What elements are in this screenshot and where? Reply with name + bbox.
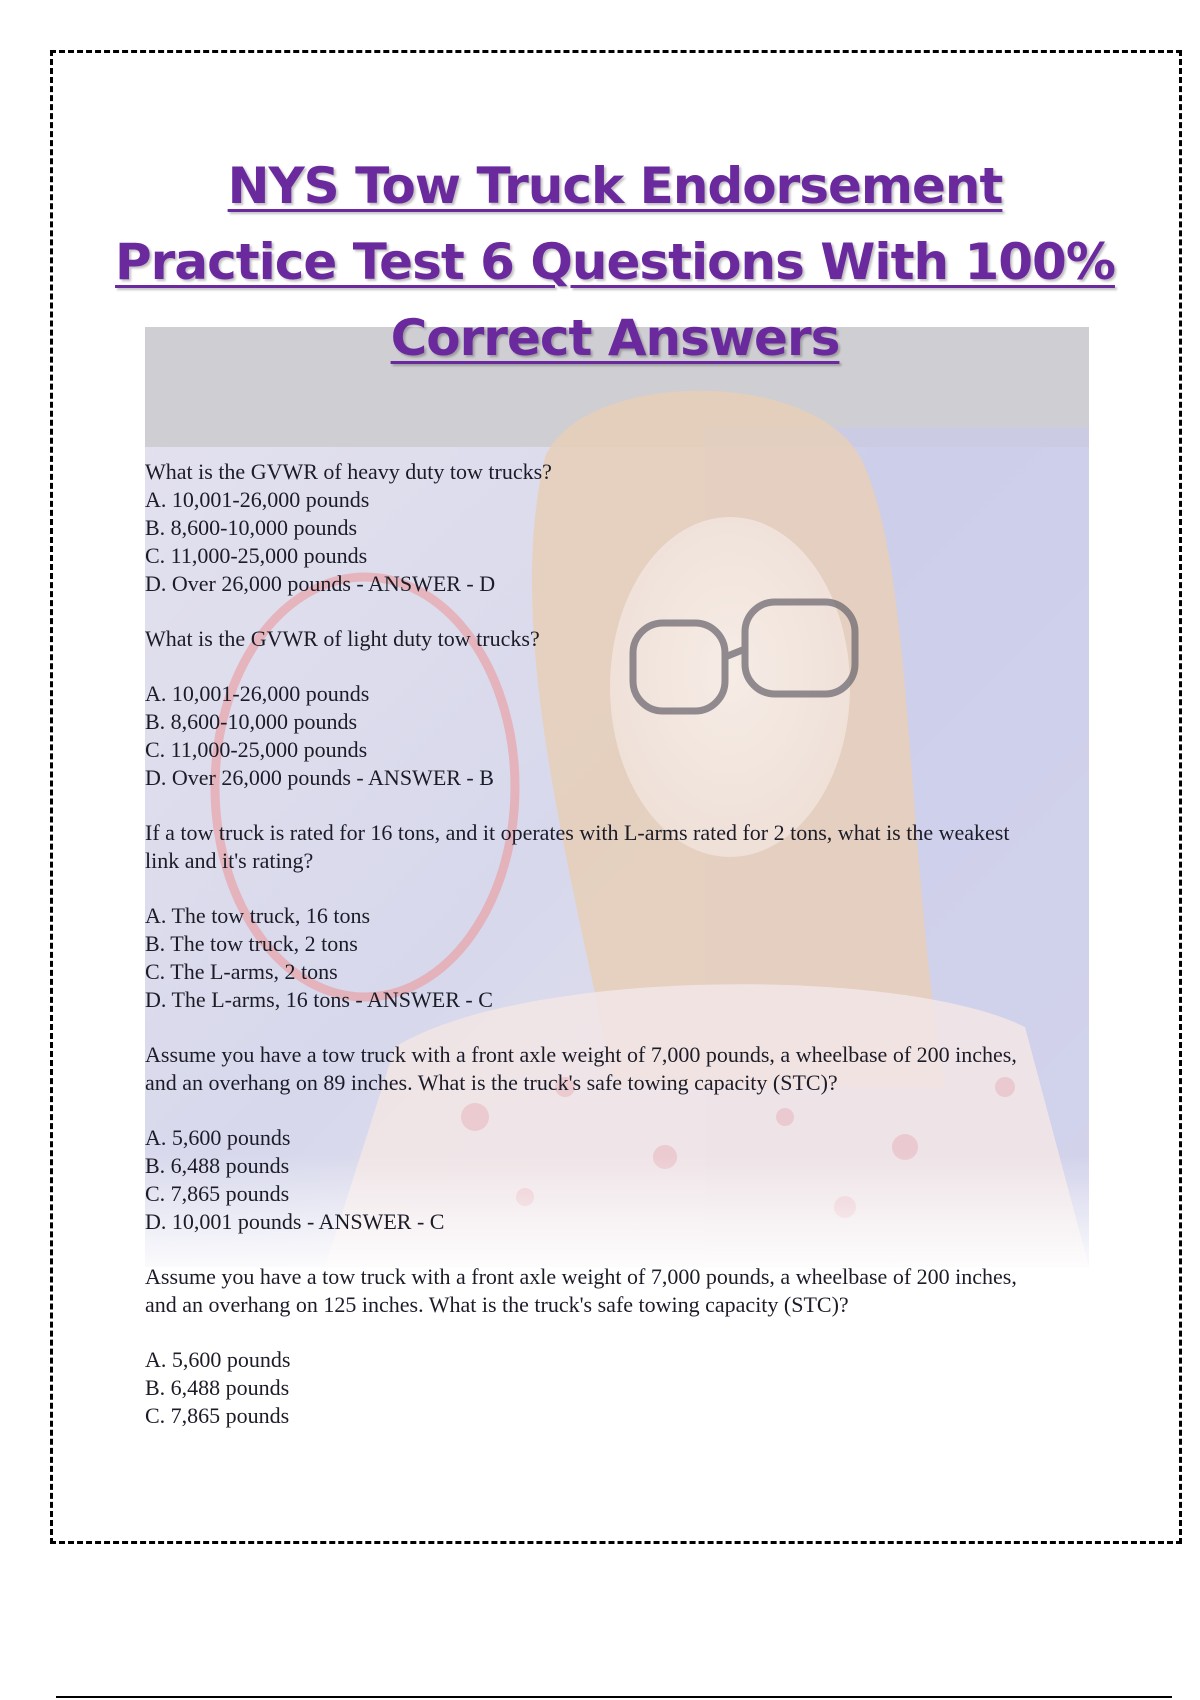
option-d: D. 10,001 pounds - ANSWER - C	[145, 1209, 445, 1234]
option-b: B. 6,488 pounds	[145, 1153, 290, 1178]
document-title: NYS Tow Truck Endorsement Practice Test 6 Questions With 100% Correct Answers	[115, 157, 1115, 367]
question-5	[145, 1263, 1045, 1430]
question-text: What is the GVWR of light duty tow trucks?	[145, 626, 540, 651]
question-1	[145, 458, 1045, 598]
question-text: Assume you have a tow truck with a front axle weight of 7,000 pounds, a wheelbase of 200 inches, and an overhang on 89 inches. What is the truck's safe towing capacity (STC)?	[145, 1042, 1017, 1095]
option-b: B. 8,600-10,000 pounds	[145, 709, 358, 734]
option-b: B. 8,600-10,000 pounds	[145, 515, 358, 540]
option-c: C. The L-arms, 2 tons	[145, 959, 338, 984]
question-text: What is the GVWR of heavy duty tow trucks?	[145, 459, 552, 484]
option-a: A. 5,600 pounds	[145, 1125, 291, 1150]
option-a: A. 10,001-26,000 pounds	[145, 681, 370, 706]
option-c: C. 7,865 pounds	[145, 1181, 290, 1206]
question-text: Assume you have a tow truck with a front axle weight of 7,000 pounds, a wheelbase of 200 inches, and an overhang on 125 inches. What is the truck's safe towing capacity (STC)?	[145, 1264, 1017, 1317]
option-a: A. 10,001-26,000 pounds	[145, 487, 370, 512]
option-d: D. Over 26,000 pounds - ANSWER - B	[145, 765, 494, 790]
option-c: C. 7,865 pounds	[145, 1403, 290, 1428]
option-b: B. The tow truck, 2 tons	[145, 931, 358, 956]
question-3	[145, 819, 1045, 1014]
option-d: D. Over 26,000 pounds - ANSWER - D	[145, 571, 496, 596]
option-a: A. 5,600 pounds	[145, 1347, 291, 1372]
footer-rule	[56, 1696, 1172, 1698]
option-d: D. The L-arms, 16 tons - ANSWER - C	[145, 987, 493, 1012]
option-a: A. The tow truck, 16 tons	[145, 903, 371, 928]
option-b: B. 6,488 pounds	[145, 1375, 290, 1400]
question-2	[145, 625, 1045, 792]
question-text: If a tow truck is rated for 16 tons, and it operates with L-arms rated for 2 tons, what is the weakest link and it's rating?	[145, 820, 1010, 873]
option-c: C. 11,000-25,000 pounds	[145, 737, 368, 762]
question-list	[145, 458, 1045, 1457]
question-4	[145, 1041, 1045, 1236]
option-c: C. 11,000-25,000 pounds	[145, 543, 368, 568]
